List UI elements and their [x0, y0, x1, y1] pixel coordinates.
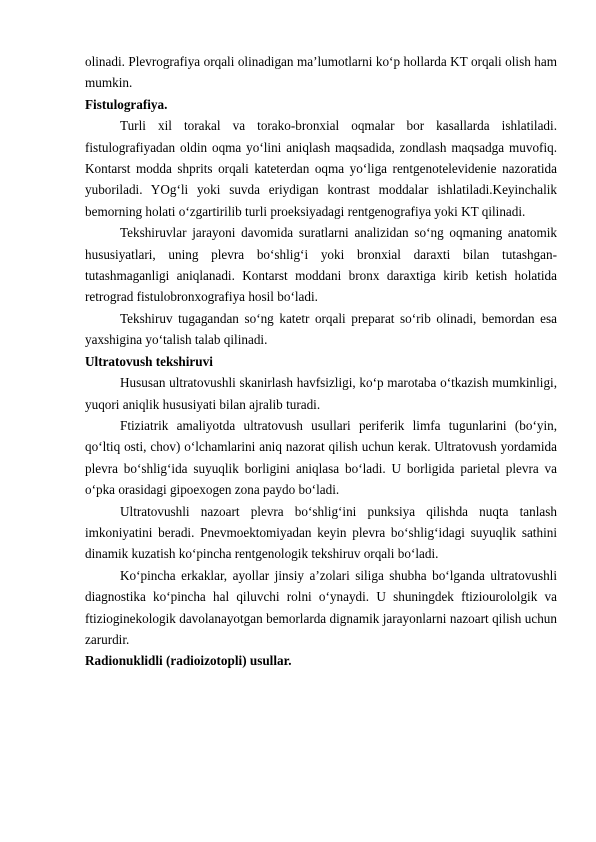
paragraph-fistulografiya-usage: Turli xil torakal va torako-bronxial oqmalar bor kasallarda ishlatiladi. fistulografiyadan oldin oqma yo‘lini aniqlash maqsadida, zondlash maqsadga muvofiq. Kontarst modda shprits orqali kateterdan oqma yo‘liga rentgenotelevidenie nazoratida yuboriladi. YOg‘li yoki suvda eriydigan kontrast moddalar ishlatiladi.Keyinchalik bemorning holati o‘zgartirilib turli proeksiyadagi rentgenografiya yoki KT qilinadi. — [85, 118, 557, 219]
heading-ultratovush: Ultratovush tekshiruvi — [85, 353, 213, 369]
paragraph-ultratovush-advantages: Hususan ultratovushli skanirlash havfsizligi, ko‘p marotaba o‘tkazish mumkinligi, yuqori aniqlik hususiyati bilan ajralib turadi. — [85, 375, 557, 412]
paragraph-fistulografiya-analysis: Tekshiruvlar jarayoni davomida suratlarni analizidan so‘ng oqmaning anatomik hususiyatlari, uning plevra bo‘shlig‘i yoki bronxial daraxti bilan tutashgan- tutashmaganligi aniqlanadi. Kontarst moddani bronx daraxtiga kirib ketish holatida retrograd fistulobronxografiya hosil bo‘ladi. — [85, 225, 557, 305]
paragraph-ultratovush-ftiziatriya: Ftiziatrik amaliyotda ultratovush usullari periferik limfa tugunlarini (bo‘yin, qo‘ltiq osti, chov) o‘lchamlarini aniq nazorat qilish uchun kerak. Ultratovush yordamida plevra bo‘shlig‘ida suyuqlik borligini aniqlasa bo‘ladi. U borligida parietal plevra va o‘pka orasidagi gipoexogen zona paydo bo‘ladi. — [85, 417, 557, 498]
paragraph-continuation: olinadi. Plevrografiya orqali olinadigan ma’lumotlarni ko‘p hollarda KT orqali olish ham mumkin. — [85, 54, 557, 91]
paragraph-fistulografiya-completion: Tekshiruv tugagandan so‘ng katetr orqali preparat so‘rib olinadi, bemordan esa yaxshigina yo‘talish talab qilinadi. — [85, 310, 557, 348]
heading-fistulografiya: Fistulografiya. — [85, 96, 168, 112]
paragraph-ultratovush-diagnostika: Ko‘pincha erkaklar, ayollar jinsiy a’zolari siliga shubha bo‘lganda ultratovushli diagnostika ko‘pincha hal qiluvchi rolni o‘ynaydi. U shuningdek ftiziourololgik va ftizioginekologik davolanayotgan bemorlarda dignamik jarayonlarni nazoart qilish uchun zarurdir. — [85, 567, 557, 647]
document-page — [85, 51, 557, 672]
paragraph-ultratovush-punksiya: Ultratovushli nazoart plevra bo‘shlig‘ini punksiya qilishda nuqta tanlash imkoniyatini beradi. Pnevmoektomiyadan keyin plevra bo‘shlig‘idagi suyuqlik sathini dinamik kuzatish ko‘pincha rentgenologik tekshiruv orqali bo‘ladi. — [85, 503, 557, 562]
heading-radionuklidli: Radionuklidli (radioizotopli) usullar. — [85, 653, 292, 669]
